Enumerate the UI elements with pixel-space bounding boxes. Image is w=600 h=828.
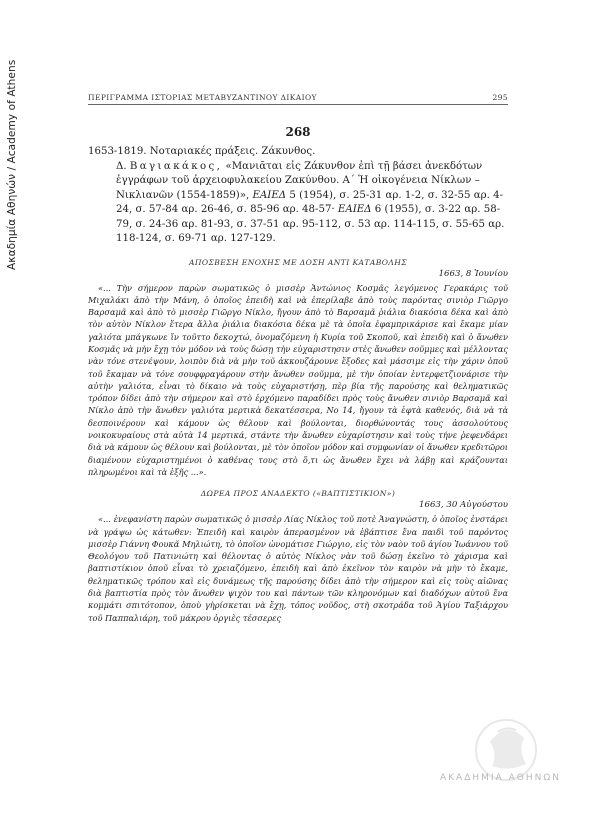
- document-heading: 1653-1819. Νοταριακές πράξεις. Ζάκυνθος.: [88, 146, 316, 157]
- bibliography-lead: Δ.: [116, 160, 127, 172]
- academy-seal-watermark: [428, 712, 588, 802]
- document-number: 268: [285, 125, 311, 139]
- section-1-number: Νο 14: [326, 405, 353, 416]
- running-head-title: ΠΕΡΙΓΡΑΜΜΑ ΙΣΤΟΡΙΑΣ ΜΕΤΑΒΥΖΑΝΤΙΝΟΥ ΔΙΚΑΙΟΥ: [88, 93, 317, 102]
- section-2-title: ΔΩΡΕΑ ΠΡΟΣ ΑΝΑΔΕΚΤΟ («ΒΑΠΤΙΣΤΙΚΙΟΝ»): [200, 489, 396, 499]
- bibliography-journal-1: ΕΑΙΕΔ: [252, 189, 287, 201]
- bibliography-text-3: 6 (1955), σ. 3-22 αρ. 58-79, σ. 24-36 αρ. 81-93, σ. 37-51 αρ. 95-112, σ. 53 αρ. 114-115, σ. 55-65 αρ. 118-124, σ. 69-71 αρ. 127-129.: [116, 204, 505, 244]
- section-2-date: 1663, 30 Αὐγούστου: [419, 500, 508, 511]
- section-1-text-b: , ἤγουν τὰ ἑφτὰ καθενός, διὰ νὰ τὰ δεσποινέρουν καὶ κάμουν ὡς θέλουν καὶ βούλονται, διορθώνοντάς τους ἀσσολούτους νοικοκυραίους στὰ αὐτὰ 14 μερτικά, στάντε τὴν ἄνωθεν εὐχαρίστησιν καὶ τοὺς τήνε ῤεφενδάρει διὰ νὰ κάμουν ὡς θέλουν καὶ βούλονται, μὲ τὸν ὁποῖον μόδον καὶ συμφωνίαν οἱ ἄνωθεν κρεδιτῶροι διαμένουν εὐχαριστημένοι ὁ καθένας τους στὸ ὅ,τι ὡς ἄνωθεν ἔχει νὰ λάβῃ καὶ κράζουνται πληρωμένοι καὶ τὰ ἑξῆς ...».: [88, 405, 509, 477]
- bibliography-author: Βαγιακάκος,: [129, 160, 223, 172]
- running-head: [88, 93, 508, 105]
- side-watermark: Ακαδημία Αθηνών / Academy of Athens: [6, 59, 18, 270]
- page-content: [88, 93, 508, 624]
- academy-footer-watermark: ΑΚΑΔΗΜΙΑ ΑΘΗΝΩΝ: [440, 773, 561, 783]
- section-1-text-a: «... Τὴν σήμερον παρὼν σωματικῶς ὁ μισσὲρ Ἀντώνιος Κοσμᾶς λεγόμενος Γερακάρις τοῦ Μιχαλάκι ἀπὸ τὴν Μάνη, ὁ ὁποῖος ἐπειδὴ καὶ νὰ ἐπερίλαβε ἀπὸ τοὺς παρόντας σινιὸρ Γιῶργο Βαρσαμᾶ καὶ ἀπὸ τὸ μισσὲρ Γιῶργο Νίκλο, ἤγουν ἀπὸ τὸ Βαρσαμᾶ ῤιάλια διακόσια δέκα καὶ ἀπὸ τὸν αὐτὸν Νίκλον ἕτερα ἄλλα ῤιάλια διακόσια δέκα μὲ τὰ ὁποῖα ἐφαμπρικάρισε καὶ ἔκαμε μίαν γαλιότα μπάγκωνε ἴν τοῦττο δεκοχτώ, ὀνομαζόμενη ἡ Κυρία τοῦ Σκοποῦ, καὶ ἐπειδὴ καὶ ὁ ἄνωθεν Κοσμᾶς νὰ μὴν ἔχῃ τὸν μόδον νὰ τοὺς δώσῃ τὴν εὐχαριστησιν στὲς ἄνωθεν σοῦμμες καὶ μέλλοντας νὰν τόνε στενέψουν, λοιπὸν διὰ νὰ μὴν τοῦ ἀκκουζάρουνε ἔξοδες καὶ μάσσιμε εἰς τὴν χάριν ὁποῦ τοῦ ἔκαμαν νὰ τόνε σουφφραγάρουν στὴν ἄνωθεν σοῦμμα, μὲ τὴν ὁποίαν ἐντερφετζιονάρισε τὴν αὐτὴν γαλιότα, εἶναι τὸ δίκαιο νὰ τοὺς εὐχαριστήσῃ, πὲρ βία τῆς παρούσης καὶ θεληματικῶς τρόπον δίδει ἀπὸ τὴν σήμερον καὶ στὸ ἐρχόμενο παραδίδει πρὸς τοὺς ἄνωθεν σινιὸρ Βαρσαμᾶ καὶ Νίκλο ἀπὸ τὴν ἄνωθεν γαλιότα μερτικὰ δεκατέσσερα,: [88, 282, 508, 416]
- section-1-date: 1663, 8 Ἰουνίου: [438, 268, 508, 279]
- bibliography-text-1: «Μανιᾶται εἰς Ζάκυνθον ἐπὶ τῇ βάσει ἀνεκδότων ἐγγράφων τοῦ ἀρχειοφυλακείου Ζακύνθου. Α΄ Ἡ οἰκογένεια Νίκλων – Νικλιανῶν (1554-1859)»,: [116, 160, 483, 201]
- bibliography: [116, 160, 508, 247]
- section-1-title: ΑΠΟΣΒΕΣΗ ΕΝΟΧΗΣ ΜΕ ΔΟΣΗ ΑΝΤΙ ΚΑΤΑΒΟΛΗΣ: [188, 257, 408, 267]
- page-number: 295: [492, 93, 508, 102]
- section-2-text: «... ἐνεφανίστη παρὼν σωματικῶς ὁ μισσὲρ Λίας Νίκλος τοῦ ποτὲ Ἀναγνώστη, ὁ ὁποῖος ἐνστάρει νὰ γράψω ὡς κάτωθεν: Ἐπειδὴ καὶ καιρὸν ἀπερασμένον νὰ ἐβάπτισε ἕνα παιδὶ τοῦ παρόντος μισσὲρ Γιάννη Φουκᾶ Μηλιώτη, τὸ ὁποῖον ὠνομάτισε Γιώργιο, εἰς τὸν ναὸν τοῦ ἁγίου Ἰωάννου τοῦ Θεολόγου τοῦ Πατινιώτη καὶ θέλοντας ὁ αὐτὸς Νίκλος νὰν τοῦ δώσῃ ἐκεῖνο τὸ χάρισμα καὶ βαπτιστίκιον ὁποῦ εἶναι τὸ χρειαζόμενο, ἐπειδὴ καὶ ἀπὸ ἐκεῖνον τὸν καιρὸν νὰ μὴν τὸ ἔκαμε, θεληματικῶς τρόπου καὶ εἰς δυνάμεως τῆς παρούσης δίδει ἀπὸ τὴν σήμερον καὶ εἰς τοὺς αἰῶνας διὰ βαπτιστία πρὸς τὸν ἄνωθεν ψιχὸν του καὶ πάντων τῶν κληρονόμων καὶ διαδόχων αὐτοῦ ἕνα κομμάτι σπιτότοπον, ὁποὺ γὴρίσκεται νὰ ἔχῃ, τόπος νοῦδος, στὴ σκοτράδα τοῦ Ἁγίου Ταξιάρχου τοῦ Παππαλιάρη, τοῦ μάκρου ὀργιὲς τέσσερες: [88, 514, 508, 623]
- bibliography-text-2: 5 (1954), σ. 25-31 αρ. 1-2, σ. 32-55 αρ. 4-24, σ. 57-84 αρ. 26-46, σ. 85-96 αρ. 48-57·: [116, 189, 504, 215]
- bibliography-journal-2: ΕΑΙΕΔ: [337, 204, 372, 215]
- section-1-text: [88, 282, 508, 479]
